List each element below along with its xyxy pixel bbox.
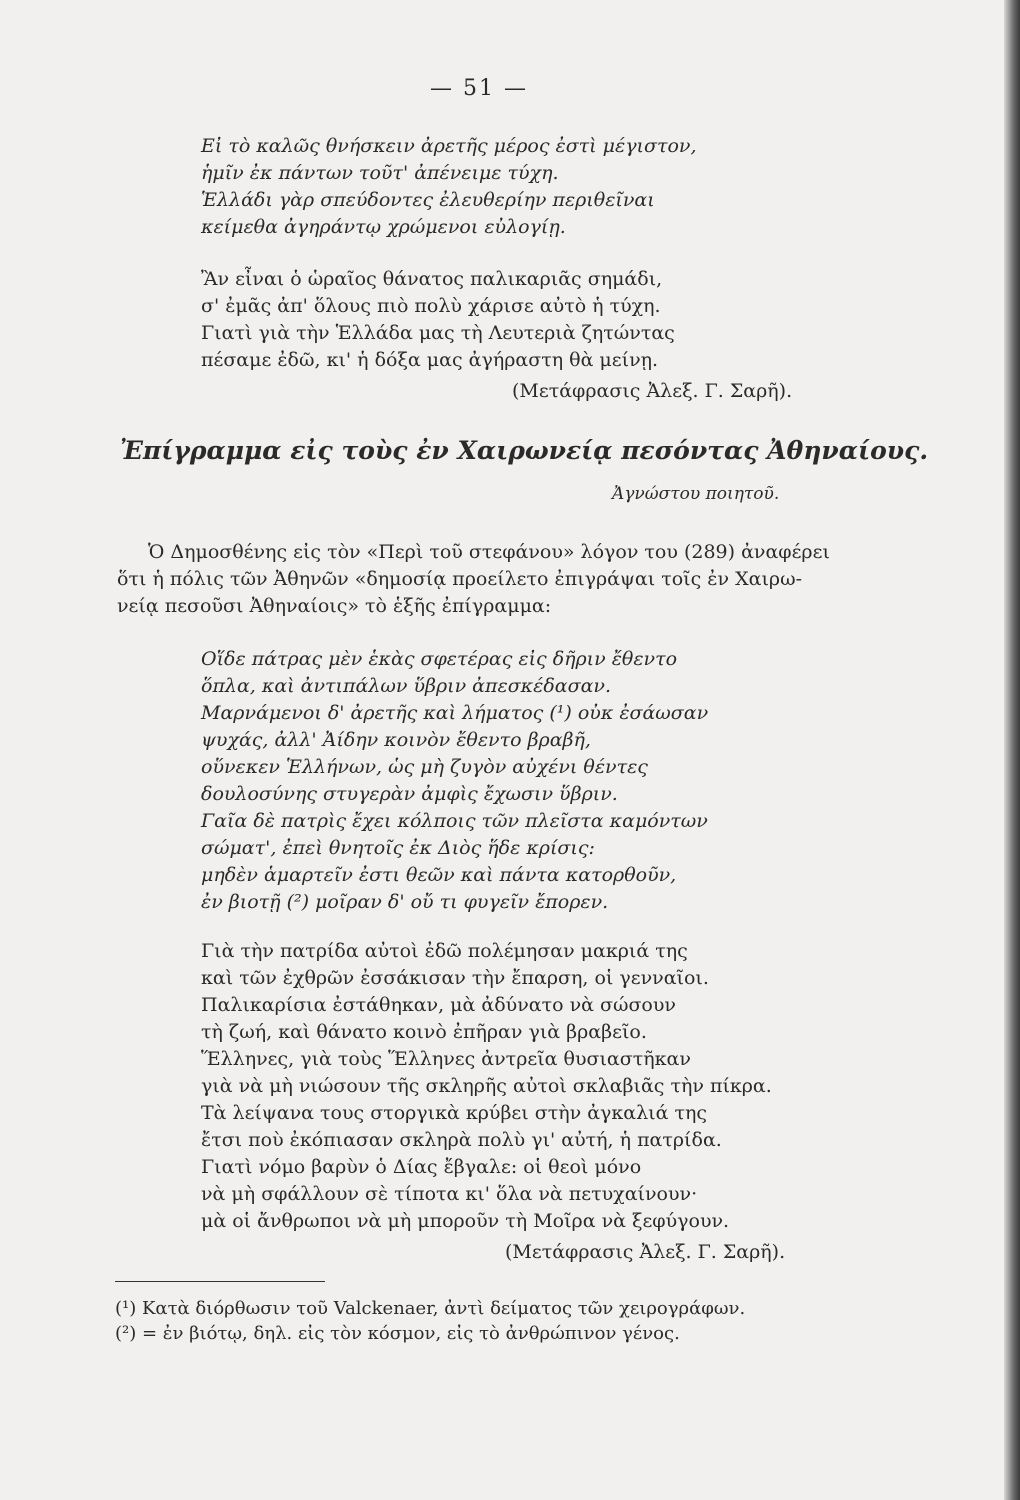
translation-2-line: Ἕλληνες, γιὰ τοὺς Ἕλληνες ἀντρεῖα θυσιαστῆκαν <box>201 1048 691 1070</box>
epigram-2-line: δουλοσύνης στυγερὰν ἀμφὶς ἔχωσιν ὕβριν. <box>201 783 618 805</box>
translation-credit: (Μετάφρασις Ἀλεξ. Γ. Σαρῆ). <box>512 380 793 402</box>
translation-2-line: μὰ οἱ ἄνθρωποι νὰ μὴ μποροῦν τὴ Μοῖρα νὰ ξεφύγουν. <box>201 1210 730 1232</box>
footnote-rule <box>115 1281 325 1282</box>
epigram-1-line: Εἰ τὸ καλῶς θνήσκειν ἀρετῆς μέρος ἐστὶ μέγιστον, <box>201 135 697 157</box>
epigram-2-line: ψυχάς, ἀλλ' Ἀίδην κοινὸν ἔθεντο βραβῆ, <box>201 729 591 751</box>
intro-line: Ὁ Δημοσθένης εἰς τὸν «Περὶ τοῦ στεφάνου» λόγον του (289) ἀναφέρει <box>148 541 830 563</box>
epigram-2-line: σώματ', ἐπεὶ θνητοῖς ἐκ Διὸς ἥδε κρίσις: <box>201 837 595 859</box>
page-edge-shadow <box>1004 0 1020 1500</box>
translation-1-line: Ἂν εἶναι ὁ ὡραῖος θάνατος παλικαριᾶς σημάδι, <box>201 268 663 290</box>
footnote: (²) = ἐν βιότῳ, δηλ. εἰς τὸν κόσμον, εἰς τὸ ἀνθρώπινον γένος. <box>115 1323 680 1344</box>
translation-2-line: Τὰ λείψανα τους στοργικὰ κρύβει στὴν ἀγκαλιά της <box>201 1102 708 1124</box>
translation-2-line: τὴ ζωή, καὶ θάνατο κοινὸ ἐπῆραν γιὰ βραβεῖο. <box>201 1021 647 1043</box>
epigram-2-line: Μαρνάμενοι δ' ἀρετῆς καὶ λήματος (¹) οὐκ ἐσάωσαν <box>201 702 709 724</box>
section-heading: Ἐπίγραμμα εἰς τοὺς ἐν Χαιρωνείᾳ πεσόντας Ἀθηναίους. <box>120 436 929 465</box>
translation-2-line: Παλικαρίσια ἐστάθηκαν, μὰ ἀδύνατο νὰ σώσουν <box>201 994 676 1016</box>
translation-2-line: γιὰ νὰ μὴ νιώσουν τῆς σκληρῆς αὐτοὶ σκλαβιᾶς τὴν πίκρα. <box>201 1075 772 1097</box>
intro-line: ὅτι ἡ πόλις τῶν Ἀθηνῶν «δημοσίᾳ προείλετο ἐπιγράψαι τοῖς ἐν Χαιρω- <box>117 568 802 590</box>
translation-1-line: πέσαμε ἐδῶ, κι' ἡ δόξα μας ἀγήραστη θὰ μείνῃ. <box>201 349 659 371</box>
footnote: (¹) Κατὰ διόρθωσιν τοῦ Valckenaer, ἀντὶ δείματος τῶν χειρογράφων. <box>115 1298 746 1319</box>
epigram-2-line: οὕνεκεν Ἑλλήνων, ὡς μὴ ζυγὸν αὐχένι θέντες <box>201 756 648 778</box>
translation-credit: (Μετάφρασις Ἀλεξ. Γ. Σαρῆ). <box>505 1241 786 1263</box>
translation-2-line: Γιατὶ νόμο βαρὺν ὁ Δίας ἔβγαλε: οἱ θεοὶ μόνο <box>201 1156 642 1178</box>
epigram-2-line: Γαῖα δὲ πατρὶς ἔχει κόλποις τῶν πλεῖστα καμόντων <box>201 810 708 832</box>
translation-2-line: ἔτσι ποὺ ἐκόπιασαν σκληρὰ πολὺ γι' αὐτή, ἡ πατρίδα. <box>201 1129 722 1151</box>
epigram-1-line: Ἑλλάδι γὰρ σπεύδοντες ἐλευθερίην περιθεῖναι <box>201 189 655 211</box>
epigram-2-line: ὅπλα, καὶ ἀντιπάλων ὕβριν ἀπεσκέδασαν. <box>201 675 611 697</box>
translation-2-line: καὶ τῶν ἐχθρῶν ἐσσάκισαν τὴν ἔπαρση, οἱ γενναῖοι. <box>201 967 709 989</box>
translation-2-line: νὰ μὴ σφάλλουν σὲ τίποτα κι' ὅλα νὰ πετυχαίνουν· <box>201 1183 698 1205</box>
page-number: — 51 — <box>430 76 528 101</box>
translation-1-line: σ' ἐμᾶς ἀπ' ὅλους πιὸ πολὺ χάρισε αὐτὸ ἡ τύχη. <box>201 295 661 317</box>
epigram-2-line: ἐν βιοτῇ (²) μοῖραν δ' οὔ τι φυγεῖν ἔπορεν. <box>201 891 609 913</box>
intro-line: νείᾳ πεσοῦσι Ἀθηναίοις» τὸ ἑξῆς ἐπίγραμμα: <box>117 595 552 617</box>
translation-2-line: Γιὰ τὴν πατρίδα αὐτοὶ ἐδῶ πολέμησαν μακριά της <box>201 940 688 962</box>
epigram-1-line: ἡμῖν ἐκ πάντων τοῦτ' ἀπένειμε τύχη. <box>201 162 559 184</box>
epigram-1-line: κείμεθα ἀγηράντῳ χρώμενοι εὐλογίῃ. <box>201 216 566 238</box>
section-author: Ἀγνώστου ποιητοῦ. <box>612 484 780 504</box>
translation-1-line: Γιατὶ γιὰ τὴν Ἑλλάδα μας τὴ Λευτεριὰ ζητώντας <box>201 322 675 344</box>
epigram-2-line: Οἵδε πάτρας μὲν ἑκὰς σφετέρας εἰς δῆριν ἔθεντο <box>201 648 678 670</box>
epigram-2-line: μηδὲν ἁμαρτεῖν ἐστι θεῶν καὶ πάντα κατορθοῦν, <box>201 864 677 886</box>
